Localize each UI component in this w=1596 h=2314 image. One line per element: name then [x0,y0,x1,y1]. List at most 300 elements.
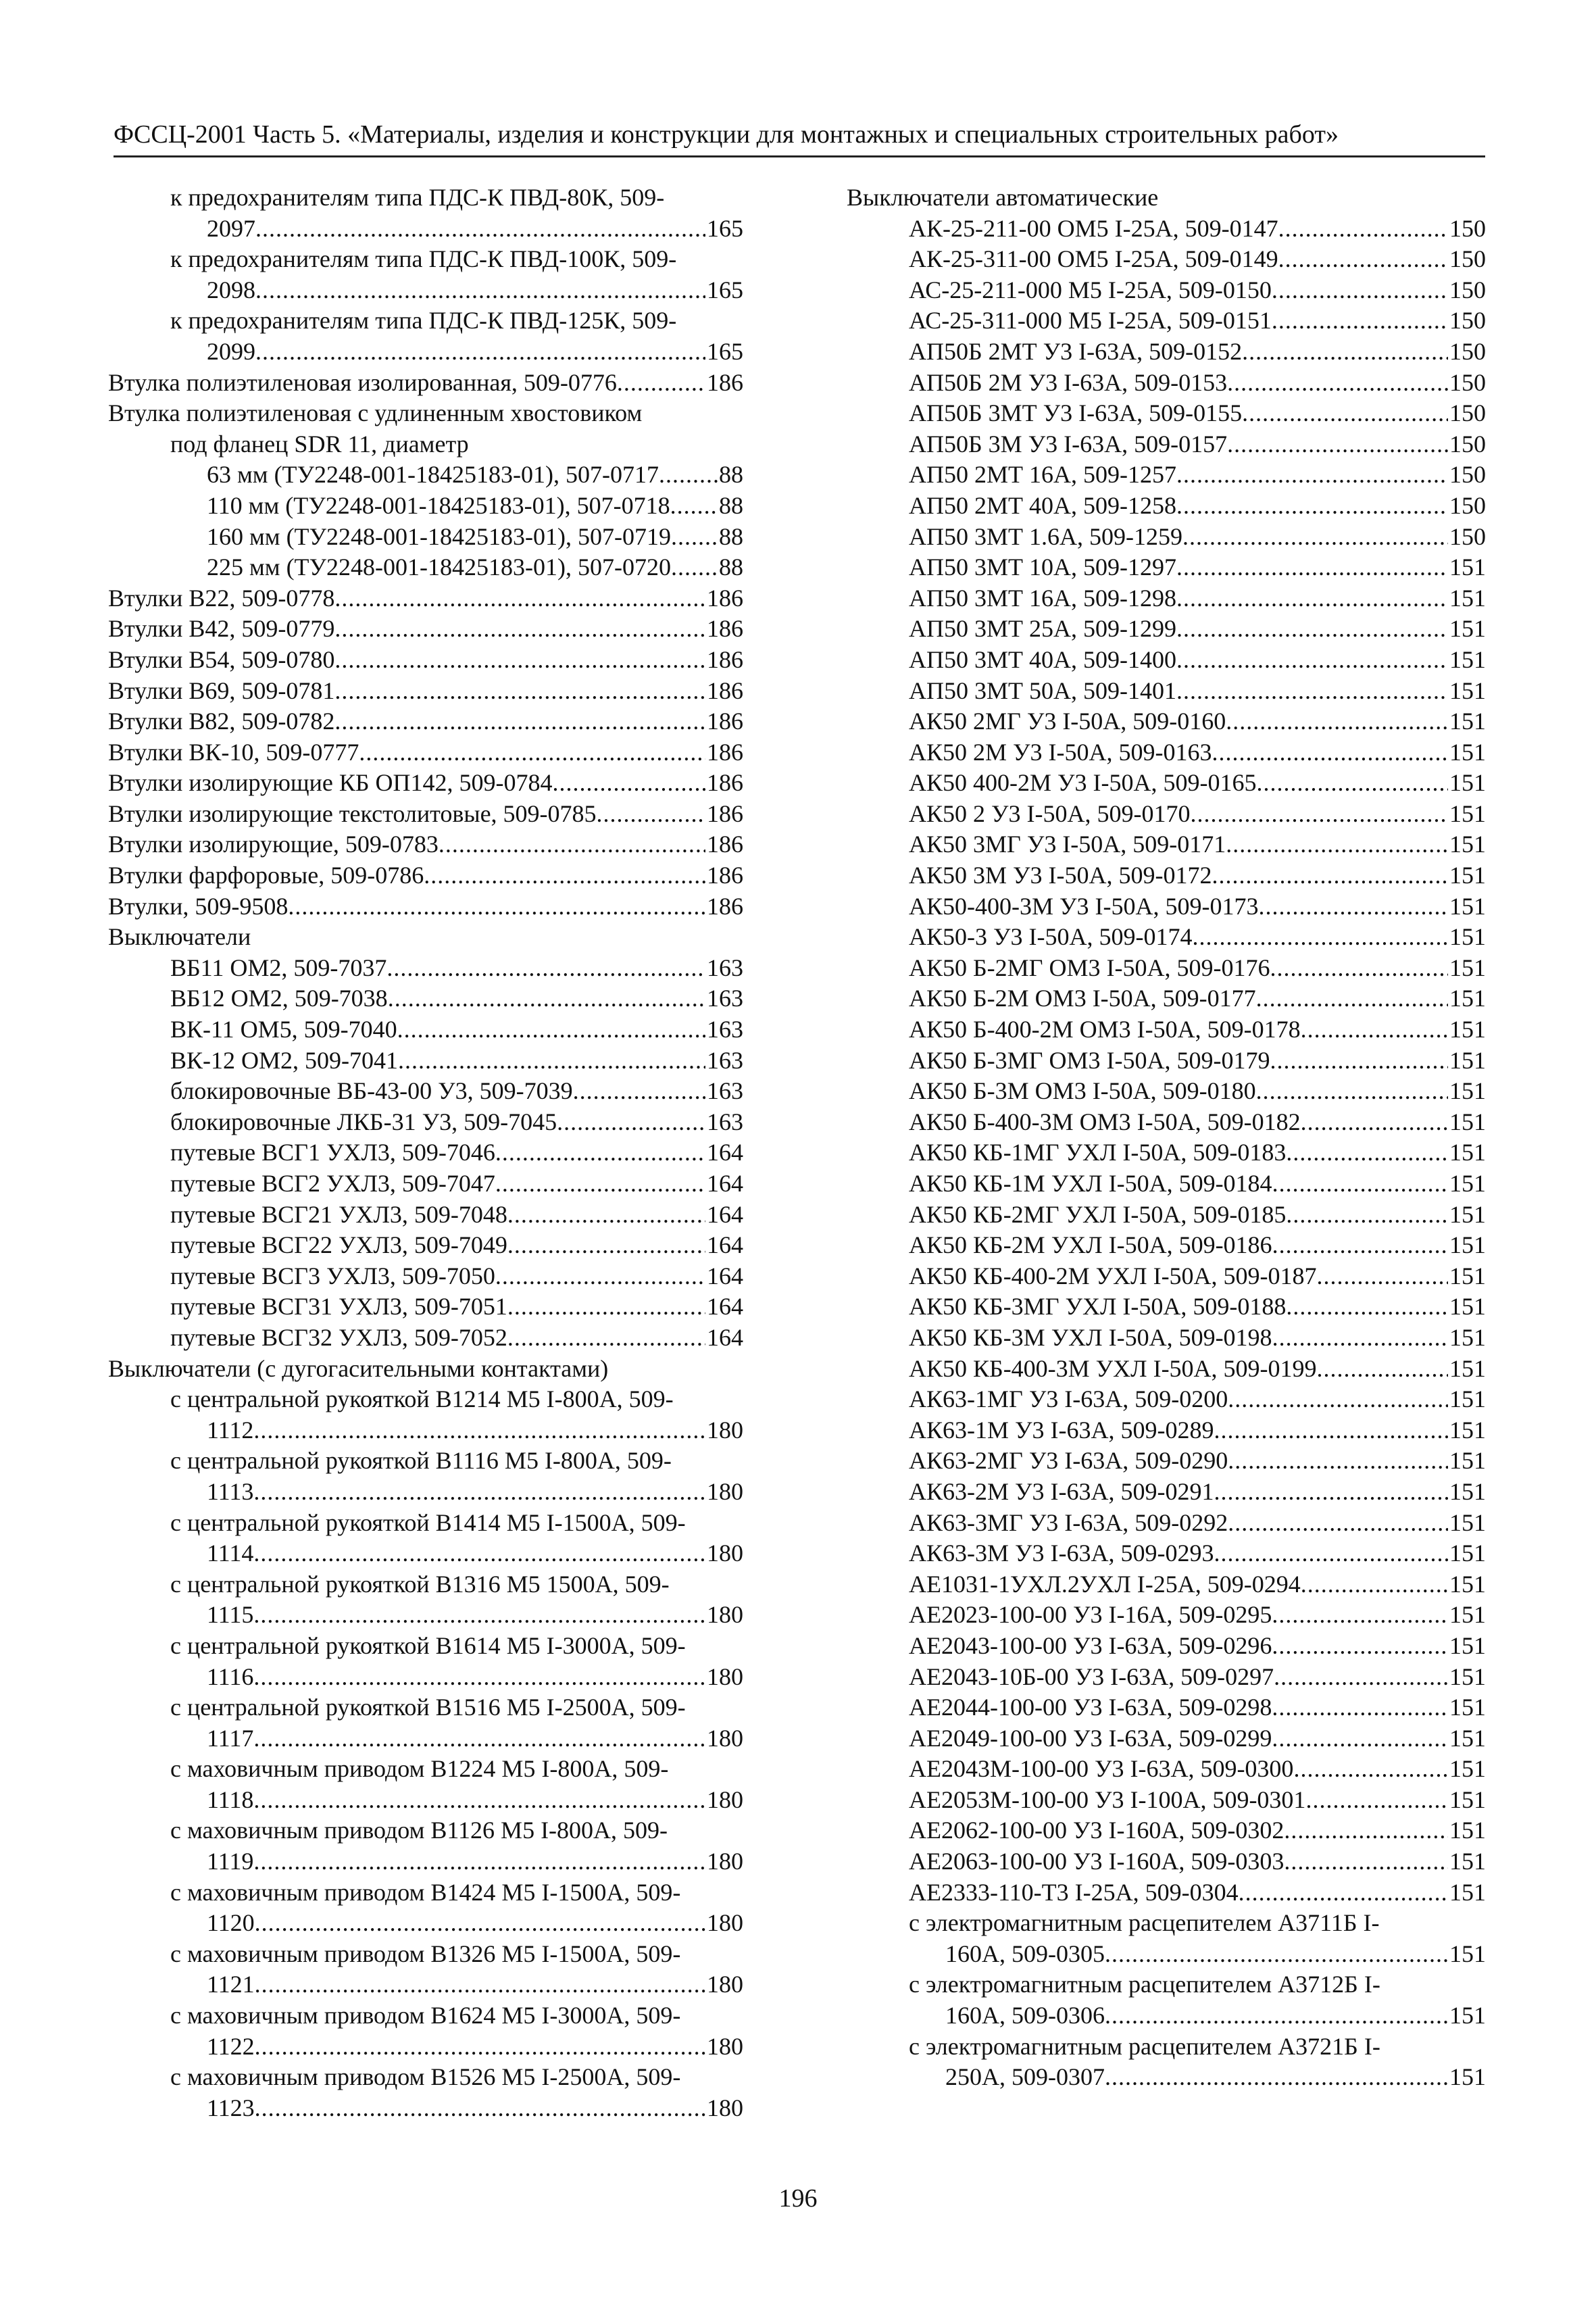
entry-page-ref: 164 [707,1323,743,1351]
index-entry [847,1014,1486,1045]
entry-page-ref: 150 [1449,461,1486,489]
index-entry [108,1415,743,1446]
entry-text: 1119 [207,1848,254,1875]
entry-text: АК-25-311-00 ОМ5 I-25А, 509-0149 [909,245,1278,273]
dot-leader [1256,1076,1448,1107]
entry-page-ref: 165 [707,337,743,365]
index-entry [108,182,743,214]
entry-page-ref: 186 [707,862,743,889]
dot-leader [1214,1538,1448,1569]
entry-page-ref: 186 [707,799,743,827]
entry-page-ref: 151 [1449,1323,1486,1351]
entry-text: АП50Б 2М У3 I-63А, 509-0153 [909,368,1228,396]
index-entry [847,676,1486,707]
entry-page-ref: 164 [707,1293,743,1321]
entry-page-ref: 151 [1449,2063,1486,2091]
index-entry [847,860,1486,891]
entry-page-ref: 164 [707,1170,743,1197]
index-entry [847,1200,1486,1231]
index-entry [847,645,1486,676]
index-entry [108,1815,743,1846]
index-entry [847,1692,1486,1723]
index-entry [108,829,743,860]
entry-page-ref: 151 [1449,615,1486,643]
entry-text: 1120 [207,1909,255,1937]
entry-text: АК50 КБ-400-3М УХЛ I-50А, 509-0199 [909,1354,1317,1382]
entry-text: ВБ11 ОМ2, 509-7037 [170,954,387,981]
index-entry [847,398,1486,429]
dot-leader [1301,1107,1448,1138]
entry-page-ref: 151 [1449,1416,1486,1444]
dot-leader [1278,214,1448,245]
dot-leader [253,1662,705,1693]
index-entry [108,1446,743,1477]
index-entry [108,1045,743,1077]
page-number: 196 [778,2184,818,2213]
dot-leader [1190,799,1448,830]
entry-text: Втулки изолирующие текстолитовые, 509-0785 [108,799,597,827]
index-entry [108,953,743,984]
dot-leader [1278,244,1448,275]
entry-text: к предохранителям типа ПДС-К ПВД-100К, 509- [170,245,677,273]
index-entry [108,1076,743,1107]
dot-leader [1214,1415,1448,1446]
dot-leader [288,891,705,922]
entry-text: путевые ВСГ3 УХЛ3, 509-7050 [170,1262,495,1289]
index-entry [108,460,743,491]
entry-text: АП50Б 3МТ У3 I-63А, 509-0155 [909,399,1243,427]
entry-text: 250А, 509-0307 [945,2063,1105,2091]
dot-leader [1286,1200,1448,1231]
dot-leader [253,1538,705,1569]
dot-leader [1176,676,1448,707]
dot-leader [1242,337,1448,368]
entry-text: 63 мм (ТУ2248-001-18425183-01), 507-0717 [207,461,659,489]
dot-leader [334,676,705,707]
entry-page-ref: 151 [1449,1848,1486,1875]
index-entry [108,1200,743,1231]
index-entry [847,1354,1486,1385]
index-entry [847,1446,1486,1477]
entry-page-ref: 151 [1449,1694,1486,1721]
dot-leader [255,1969,705,2000]
dot-leader [1301,1569,1448,1600]
entry-text: АК63-3М У3 I-63А, 509-0293 [909,1540,1214,1567]
entry-page-ref: 180 [707,1663,743,1690]
index-entry [108,676,743,707]
entry-text: путевые ВСГ1 УХЛ3, 509-7046 [170,1139,495,1166]
index-entry [847,1600,1486,1631]
entry-page-ref: 151 [1449,1231,1486,1259]
entry-page-ref: 150 [1449,307,1486,335]
entry-page-ref: 186 [707,831,743,858]
entry-text: Втулка полиэтиленовая с удлиненным хвостовиком [108,399,643,427]
dot-leader [334,583,705,614]
entry-text: с маховичным приводом В1224 М5 I-800А, 509- [170,1755,669,1783]
dot-leader [1284,1846,1448,1877]
entry-text: АП50 3МТ 10А, 509-1297 [909,553,1176,581]
dot-leader [1272,1230,1448,1261]
entry-page-ref: 150 [1449,522,1486,550]
dot-leader [1272,1323,1448,1354]
index-entry [847,552,1486,583]
dot-leader [671,552,718,583]
entry-page-ref: 180 [707,1848,743,1875]
entry-text: АК63-2М У3 I-63А, 509-0291 [909,1477,1214,1505]
entry-text: Выключатели [108,923,251,951]
entry-page-ref: 150 [1449,337,1486,365]
entry-text: 160А, 509-0306 [945,2002,1105,2029]
index-entry [108,1846,743,1877]
index-entry [108,1569,743,1600]
index-entry [108,1877,743,1909]
entry-text: АЕ2043М-100-00 У3 I-63А, 509-0300 [909,1755,1294,1783]
entry-text: с центральной рукояткой В1214 М5 I-800А, 509- [170,1385,674,1413]
entry-page-ref: 186 [707,892,743,920]
entry-text: АС-25-311-000 М5 I-25А, 509-0151 [909,307,1272,335]
index-entry [108,1168,743,1200]
dot-leader [1272,305,1448,337]
index-entry [847,1939,1486,1970]
entry-text: с маховичным приводом В1424 М5 I-1500А, 509- [170,1878,681,1906]
dot-leader [255,2032,705,2063]
entry-page-ref: 163 [707,1046,743,1074]
index-column-right [847,182,1486,2093]
entry-page-ref: 151 [1449,954,1486,981]
dot-leader [670,491,718,522]
index-entry [847,1137,1486,1168]
dot-leader [617,368,705,399]
dot-leader [495,1137,705,1168]
entry-page-ref: 151 [1449,1817,1486,1844]
entry-text: АК63-1М У3 I-63А, 509-0289 [909,1416,1214,1444]
entry-text: 2098 [207,276,255,303]
dot-leader [507,1200,705,1231]
dot-leader [495,1261,705,1292]
entry-page-ref: 151 [1449,985,1486,1012]
index-entry [108,2032,743,2063]
entry-page-ref: 150 [1449,368,1486,396]
index-entry [108,1631,743,1662]
index-entry [847,244,1486,275]
dot-leader [1212,860,1448,891]
index-entry [847,1107,1486,1138]
index-entry [108,1600,743,1631]
dot-leader [1317,1354,1448,1385]
entry-text: 1117 [207,1724,254,1752]
entry-text: 1118 [207,1786,254,1813]
entry-text: с центральной рукояткой В1116 М5 I-800А, 509- [170,1447,672,1475]
dot-leader [1272,1631,1448,1662]
entry-text: АП50 3МТ 50А, 509-1401 [909,676,1176,704]
entry-text: АК50 2М У3 I-50А, 509-0163 [909,738,1212,766]
entry-page-ref: 151 [1449,553,1486,581]
index-entry [108,337,743,368]
dot-leader [1176,583,1448,614]
index-entry [847,1076,1486,1107]
dot-leader [1228,1384,1448,1415]
entry-page-ref: 165 [707,214,743,242]
entry-text: путевые ВСГ2 УХЛ3, 509-7047 [170,1170,495,1197]
index-entry [847,1168,1486,1200]
index-entry [847,583,1486,614]
dot-leader [573,1076,705,1107]
entry-text: Втулки изолирующие, 509-0783 [108,831,439,858]
dot-leader [1272,1600,1448,1631]
index-entry [108,2000,743,2032]
entry-page-ref: 180 [707,1724,743,1752]
entry-page-ref: 151 [1449,892,1486,920]
entry-text: Втулки В69, 509-0781 [108,676,335,704]
entry-page-ref: 151 [1449,1447,1486,1475]
entry-text: 1121 [207,1971,255,1998]
dot-leader [253,1600,705,1631]
entry-text: 1123 [207,2094,255,2121]
entry-text: ВК-11 ОМ5, 509-7040 [170,1016,397,1043]
entry-page-ref: 151 [1449,645,1486,673]
entry-text: 1122 [207,2032,255,2060]
dot-leader [1284,1815,1448,1846]
entry-text: под фланец SDR 11, диаметр [170,430,469,458]
entry-page-ref: 164 [707,1262,743,1289]
index-entry [108,491,743,522]
index-entry [847,706,1486,737]
dot-leader [1242,398,1448,429]
entry-page-ref: 164 [707,1139,743,1166]
dot-leader [1286,1291,1448,1323]
entry-text: АК50 Б-400-3М ОМ3 I-50А, 509-0182 [909,1108,1301,1135]
entry-text: АС-25-211-000 М5 I-25А, 509-0150 [909,276,1272,303]
dot-leader [1293,1754,1448,1785]
entry-page-ref: 88 [719,522,743,550]
entry-page-ref: 163 [707,1108,743,1135]
entry-page-ref: 186 [707,769,743,797]
dot-leader [1176,645,1448,676]
entry-text: АК50 3МГ У3 I-50А, 509-0171 [909,831,1226,858]
entry-page-ref: 150 [1449,276,1486,303]
index-entry [847,2000,1486,2032]
entry-page-ref: 151 [1449,1139,1486,1166]
entry-text: 1115 [207,1601,254,1629]
entry-text: Втулки В54, 509-0780 [108,645,335,673]
entry-text: АК50 Б-3МГ ОМ3 I-50А, 509-0179 [909,1046,1270,1074]
dot-leader [1176,491,1448,522]
entry-page-ref: 151 [1449,1540,1486,1567]
entry-text: Выключатели автоматические [847,184,1159,211]
entry-text: АЕ2053М-100-00 У3 I-100А, 509-0301 [909,1786,1306,1813]
dot-leader [255,275,705,306]
dot-leader [255,2093,705,2124]
entry-text: АК50 Б-2МГ ОМ3 I-50А, 509-0176 [909,954,1270,981]
index-entry [108,983,743,1014]
entry-text: АК50 2 У3 I-50А, 509-0170 [909,799,1191,827]
entry-text: блокировочные ВБ-43-00 У3, 509-7039 [170,1077,573,1105]
entry-page-ref: 180 [707,1416,743,1444]
entry-page-ref: 151 [1449,1293,1486,1321]
entry-text: АП50 2МТ 16А, 509-1257 [909,461,1176,489]
index-entry [108,768,743,799]
index-entry [108,799,743,830]
index-entry [847,305,1486,337]
index-entry [108,1785,743,1816]
index-entry [108,1384,743,1415]
index-entry [847,2062,1486,2093]
dot-leader [253,1723,705,1754]
entry-page-ref: 150 [1449,491,1486,519]
index-entry [847,2032,1486,2063]
entry-text: Втулки В22, 509-0778 [108,584,335,612]
index-entry [847,768,1486,799]
entry-page-ref: 150 [1449,245,1486,273]
entry-text: 1113 [207,1477,254,1505]
dot-leader [1227,429,1448,460]
entry-page-ref: 163 [707,985,743,1012]
entry-text: АК50 400-2М У3 I-50А, 509-0165 [909,769,1257,797]
entry-page-ref: 186 [707,645,743,673]
entry-page-ref: 151 [1449,1508,1486,1536]
index-entry [847,1508,1486,1539]
dot-leader [495,1168,705,1200]
entry-page-ref: 151 [1449,1108,1486,1135]
entry-text: к предохранителям типа ПДС-К ПВД-125К, 509- [170,307,677,335]
entry-text: с маховичным приводом В1624 М5 I-3000А, 509- [170,2002,681,2029]
entry-text: АЕ2023-100-00 У3 I-16А, 509-0295 [909,1601,1272,1629]
entry-page-ref: 151 [1449,1200,1486,1228]
index-entry [847,1538,1486,1569]
entry-page-ref: 186 [707,615,743,643]
dot-leader [1105,2000,1448,2032]
dot-leader [1301,1014,1448,1045]
entry-text: АК50 КБ-3М УХЛ I-50А, 509-0198 [909,1323,1272,1351]
entry-text: с центральной рукояткой В1516 М5 I-2500А, 509- [170,1694,686,1721]
dot-leader [255,1908,705,1939]
dot-leader [253,1785,705,1816]
entry-page-ref: 163 [707,1016,743,1043]
entry-text: АП50 3МТ 25А, 509-1299 [909,615,1176,643]
entry-page-ref: 151 [1449,862,1486,889]
entry-text: АК50-3 У3 I-50А, 509-0174 [909,923,1193,951]
entry-text: 2097 [207,214,255,242]
entry-page-ref: 151 [1449,1477,1486,1505]
entry-text: с маховичным приводом В1526 М5 I-2500А, 509- [170,2063,681,2091]
index-entry [108,1354,743,1385]
entry-page-ref: 186 [707,708,743,735]
entry-page-ref: 151 [1449,1724,1486,1752]
entry-text: АП50Б 3М У3 I-63А, 509-0157 [909,430,1228,458]
dot-leader [253,1477,705,1508]
entry-text: АЕ2044-100-00 У3 I-63А, 509-0298 [909,1694,1272,1721]
entry-page-ref: 151 [1449,1262,1486,1289]
entry-text: АК63-3МГ У3 I-63А, 509-0292 [909,1508,1228,1536]
index-entry [847,1415,1486,1446]
dot-leader [334,645,705,676]
dot-leader [424,860,705,891]
dot-leader [334,614,705,645]
entry-text: АЕ2043-10Б-00 У3 I-63А, 509-0297 [909,1663,1274,1690]
index-entry [847,1045,1486,1077]
entry-page-ref: 151 [1449,708,1486,735]
entry-page-ref: 186 [707,584,743,612]
entry-text: АК50 3М У3 I-50А, 509-0172 [909,862,1212,889]
entry-text: ВК-12 ОМ2, 509-7041 [170,1046,399,1074]
entry-text: Втулки, 509-9508 [108,892,289,920]
entry-text: АК50 Б-400-2М ОМ3 I-50А, 509-0178 [909,1016,1301,1043]
entry-page-ref: 88 [719,553,743,581]
entry-text: АЕ2063-100-00 У3 I-160А, 509-0303 [909,1848,1285,1875]
index-entry [847,953,1486,984]
entry-page-ref: 151 [1449,2002,1486,2029]
entry-page-ref: 151 [1449,1755,1486,1783]
dot-leader [386,953,705,984]
entry-page-ref: 180 [707,1786,743,1813]
index-entry [108,614,743,645]
index-entry [847,891,1486,922]
entry-page-ref: 151 [1449,1170,1486,1197]
dot-leader [1270,953,1448,984]
index-entry [108,1538,743,1569]
dot-leader [671,522,718,553]
index-entry [847,1908,1486,1939]
index-entry [847,1662,1486,1693]
index-entry [108,398,743,429]
index-entry [847,491,1486,522]
entry-text: АП50 3МТ 40А, 509-1400 [909,645,1176,673]
entry-text: АК50 2МГ У3 I-50А, 509-0160 [909,708,1226,735]
entry-text: АП50 3МТ 1.6А, 509-1259 [909,522,1182,550]
dot-leader [1105,2062,1448,2093]
index-entry [108,522,743,553]
entry-text: путевые ВСГ21 УХЛ3, 509-7048 [170,1200,507,1228]
dot-leader [1228,1508,1448,1539]
dot-leader [253,1415,705,1446]
index-entry [108,305,743,337]
entry-text: АП50 3МТ 16А, 509-1298 [909,584,1176,612]
index-entry [847,1384,1486,1415]
index-entry [847,922,1486,953]
index-entry [847,1323,1486,1354]
entry-text: к предохранителям типа ПДС-К ПВД-80К, 509- [170,184,665,211]
index-entry [108,244,743,275]
index-entry [847,737,1486,768]
index-entry [847,1846,1486,1877]
dot-leader [253,1846,705,1877]
entry-text: АК50 КБ-1М УХЛ I-50А, 509-0184 [909,1170,1272,1197]
entry-text: АК50 КБ-2МГ УХЛ I-50А, 509-0185 [909,1200,1287,1228]
dot-leader [397,1014,705,1045]
index-entry [108,1014,743,1045]
entry-text: АК-25-211-00 ОМ5 I-25А, 509-0147 [909,214,1278,242]
entry-text: с центральной рукояткой В1414 М5 I-1500А, 509- [170,1508,686,1536]
entry-text: АК63-1МГ У3 I-63А, 509-0200 [909,1385,1228,1413]
dot-leader [1228,1446,1448,1477]
dot-leader [1317,1261,1448,1292]
entry-text: 1114 [207,1540,254,1567]
entry-page-ref: 180 [707,1909,743,1937]
index-entry [847,522,1486,553]
index-entry [108,429,743,460]
entry-text: Втулки В42, 509-0779 [108,615,335,643]
entry-text: с маховичным приводом В1126 М5 I-800А, 509- [170,1817,668,1844]
index-entry [108,1107,743,1138]
entry-page-ref: 151 [1449,831,1486,858]
entry-text: 2099 [207,337,255,365]
entry-page-ref: 150 [1449,214,1486,242]
index-entry [108,1137,743,1168]
index-entry [108,1477,743,1508]
running-header: ФССЦ-2001 Часть 5. «Материалы, изделия и конструкции для монтажных и специальных строительных работ» [114,120,1339,149]
entry-text: с электромагнитным расцепителем А3711Б I- [909,1909,1380,1937]
entry-page-ref: 151 [1449,738,1486,766]
